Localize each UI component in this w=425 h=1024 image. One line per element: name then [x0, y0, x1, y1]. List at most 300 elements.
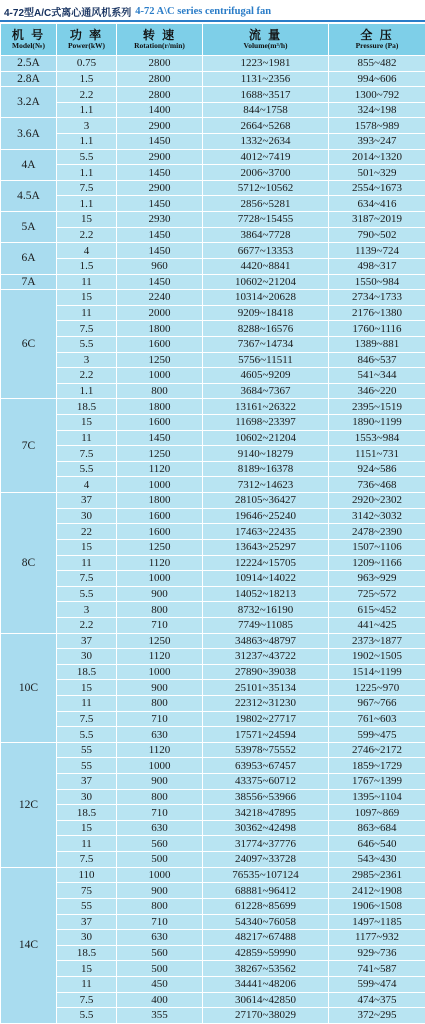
power-cell: 5.5 [57, 461, 117, 477]
table-row [1, 508, 425, 524]
table-row [1, 742, 425, 758]
rotation-cell: 2900 [117, 180, 203, 196]
power-cell: 30 [57, 930, 117, 946]
pressure-cell: 2478~2390 [329, 524, 425, 540]
power-cell: 55 [57, 898, 117, 914]
pressure-cell: 929~736 [329, 945, 425, 961]
table-row [1, 71, 425, 87]
rotation-cell: 1000 [117, 758, 203, 774]
volume-cell: 8732~16190 [203, 602, 329, 618]
power-cell: 1.5 [57, 71, 117, 87]
power-cell: 18.5 [57, 664, 117, 680]
pressure-cell: 736~468 [329, 477, 425, 493]
table-row [1, 118, 425, 134]
power-cell: 7.5 [57, 446, 117, 462]
table-row [1, 820, 425, 836]
volume-cell: 48217~67488 [203, 930, 329, 946]
power-cell: 37 [57, 914, 117, 930]
rotation-cell: 630 [117, 820, 203, 836]
volume-cell: 4605~9209 [203, 368, 329, 384]
rotation-cell: 2800 [117, 87, 203, 103]
rotation-cell: 1600 [117, 336, 203, 352]
pressure-cell: 1177~932 [329, 930, 425, 946]
rotation-cell: 900 [117, 680, 203, 696]
pressure-cell: 1760~1116 [329, 321, 425, 337]
volume-cell: 1688~3517 [203, 87, 329, 103]
volume-cell: 9209~18418 [203, 305, 329, 321]
rotation-cell: 560 [117, 836, 203, 852]
power-cell: 18.5 [57, 399, 117, 415]
volume-cell: 63953~67457 [203, 758, 329, 774]
table-row [1, 602, 425, 618]
rotation-cell: 960 [117, 258, 203, 274]
rotation-cell: 1600 [117, 524, 203, 540]
volume-cell: 5756~11511 [203, 352, 329, 368]
table-row [1, 461, 425, 477]
header-model: 机 号 Model(№) [1, 24, 57, 56]
power-cell: 15 [57, 290, 117, 306]
volume-cell: 3864~7728 [203, 227, 329, 243]
volume-cell: 13643~25297 [203, 539, 329, 555]
rotation-cell: 2240 [117, 290, 203, 306]
pressure-cell: 1225~970 [329, 680, 425, 696]
pressure-cell: 2176~1380 [329, 305, 425, 321]
table-row [1, 352, 425, 368]
pressure-cell: 541~344 [329, 368, 425, 384]
power-cell: 30 [57, 508, 117, 524]
pressure-cell: 2412~1908 [329, 883, 425, 899]
table-row [1, 914, 425, 930]
pressure-cell: 963~929 [329, 571, 425, 587]
table-row [1, 695, 425, 711]
table-row [1, 321, 425, 337]
power-cell: 22 [57, 524, 117, 540]
volume-cell: 1223~1981 [203, 56, 329, 72]
table-row [1, 477, 425, 493]
volume-cell: 844~1758 [203, 102, 329, 118]
pressure-cell: 967~766 [329, 695, 425, 711]
pressure-cell: 1902~1505 [329, 649, 425, 665]
table-row [1, 196, 425, 212]
pressure-cell: 646~540 [329, 836, 425, 852]
pressure-cell: 599~474 [329, 976, 425, 992]
model-cell: 10C [1, 633, 57, 742]
table-row [1, 336, 425, 352]
model-cell: 7A [1, 274, 57, 290]
model-cell: 6A [1, 243, 57, 274]
rotation-cell: 1120 [117, 461, 203, 477]
table-row [1, 571, 425, 587]
power-cell: 18.5 [57, 805, 117, 821]
fan-spec-table [0, 23, 425, 1024]
model-cell: 8C [1, 493, 57, 633]
table-row [1, 617, 425, 633]
power-cell: 5.5 [57, 149, 117, 165]
table-row [1, 227, 425, 243]
rotation-cell: 1450 [117, 196, 203, 212]
volume-cell: 54340~76058 [203, 914, 329, 930]
table-row [1, 243, 425, 259]
model-cell: 2.8A [1, 71, 57, 87]
pressure-cell: 2373~1877 [329, 633, 425, 649]
power-cell: 15 [57, 415, 117, 431]
table-row [1, 134, 425, 150]
power-cell: 1.1 [57, 196, 117, 212]
pressure-cell: 2985~2361 [329, 867, 425, 883]
pressure-cell: 1139~724 [329, 243, 425, 259]
table-row [1, 883, 425, 899]
volume-cell: 2006~3700 [203, 165, 329, 181]
table-row [1, 383, 425, 399]
rotation-cell: 1120 [117, 555, 203, 571]
power-cell: 30 [57, 789, 117, 805]
volume-cell: 5712~10562 [203, 180, 329, 196]
volume-cell: 4012~7419 [203, 149, 329, 165]
volume-cell: 2856~5281 [203, 196, 329, 212]
volume-cell: 31237~43722 [203, 649, 329, 665]
table-row [1, 867, 425, 883]
model-cell: 6C [1, 290, 57, 399]
pressure-cell: 1514~1199 [329, 664, 425, 680]
model-cell: 4.5A [1, 180, 57, 211]
rotation-cell: 1450 [117, 430, 203, 446]
volume-cell: 38556~53966 [203, 789, 329, 805]
power-cell: 11 [57, 274, 117, 290]
pressure-cell: 2920~2302 [329, 493, 425, 509]
volume-cell: 19802~27717 [203, 711, 329, 727]
pressure-cell: 543~430 [329, 852, 425, 868]
header-pressure: 全 压 Pressure (Pa) [329, 24, 425, 56]
power-cell: 3 [57, 602, 117, 618]
volume-cell: 1131~2356 [203, 71, 329, 87]
power-cell: 7.5 [57, 180, 117, 196]
pressure-cell: 725~572 [329, 586, 425, 602]
pressure-cell: 1300~792 [329, 87, 425, 103]
table-row [1, 430, 425, 446]
table-row [1, 290, 425, 306]
table-row [1, 664, 425, 680]
model-cell: 3.2A [1, 87, 57, 118]
model-cell: 5A [1, 212, 57, 243]
table-row [1, 180, 425, 196]
power-cell: 15 [57, 961, 117, 977]
power-cell: 11 [57, 305, 117, 321]
table-row [1, 305, 425, 321]
table-row [1, 992, 425, 1008]
table-header [1, 24, 425, 56]
table-row [1, 649, 425, 665]
table-row [1, 727, 425, 743]
volume-cell: 7312~14623 [203, 477, 329, 493]
model-cell: 3.6A [1, 118, 57, 149]
pressure-cell: 1507~1106 [329, 539, 425, 555]
pressure-cell: 2395~1519 [329, 399, 425, 415]
volume-cell: 34218~47895 [203, 805, 329, 821]
pressure-cell: 324~198 [329, 102, 425, 118]
pressure-cell: 790~502 [329, 227, 425, 243]
pressure-cell: 3142~3032 [329, 508, 425, 524]
title-chinese: 4-72型A/C式离心通风机系列 [4, 4, 131, 19]
pressure-cell: 615~452 [329, 602, 425, 618]
rotation-cell: 630 [117, 727, 203, 743]
power-cell: 55 [57, 742, 117, 758]
model-cell: 14C [1, 867, 57, 1023]
volume-cell: 10314~20628 [203, 290, 329, 306]
volume-cell: 17571~24594 [203, 727, 329, 743]
volume-cell: 25101~35134 [203, 680, 329, 696]
pressure-cell: 1097~869 [329, 805, 425, 821]
table-row [1, 555, 425, 571]
rotation-cell: 2930 [117, 212, 203, 228]
rotation-cell: 1120 [117, 649, 203, 665]
rotation-cell: 1400 [117, 102, 203, 118]
volume-cell: 53978~75552 [203, 742, 329, 758]
pressure-cell: 1553~984 [329, 430, 425, 446]
pressure-cell: 863~684 [329, 820, 425, 836]
volume-cell: 8189~16378 [203, 461, 329, 477]
rotation-cell: 1450 [117, 165, 203, 181]
rotation-cell: 800 [117, 602, 203, 618]
pressure-cell: 846~537 [329, 352, 425, 368]
rotation-cell: 1250 [117, 446, 203, 462]
rotation-cell: 800 [117, 789, 203, 805]
table-row [1, 212, 425, 228]
rotation-cell: 1450 [117, 243, 203, 259]
rotation-cell: 450 [117, 976, 203, 992]
pressure-cell: 372~295 [329, 1008, 425, 1024]
volume-cell: 34441~48206 [203, 976, 329, 992]
volume-cell: 3684~7367 [203, 383, 329, 399]
power-cell: 2.2 [57, 87, 117, 103]
table-row [1, 711, 425, 727]
rotation-cell: 1450 [117, 134, 203, 150]
volume-cell: 13161~26322 [203, 399, 329, 415]
power-cell: 11 [57, 695, 117, 711]
power-cell: 11 [57, 836, 117, 852]
volume-cell: 6677~13353 [203, 243, 329, 259]
power-cell: 1.5 [57, 258, 117, 274]
power-cell: 37 [57, 774, 117, 790]
table-row [1, 102, 425, 118]
volume-cell: 10914~14022 [203, 571, 329, 587]
power-cell: 1.1 [57, 134, 117, 150]
table-row [1, 87, 425, 103]
rotation-cell: 1800 [117, 321, 203, 337]
header-rotation: 转 速 Rotation(r/min) [117, 24, 203, 56]
model-cell: 7C [1, 399, 57, 493]
volume-cell: 7749~11085 [203, 617, 329, 633]
volume-cell: 30362~42498 [203, 820, 329, 836]
power-cell: 5.5 [57, 336, 117, 352]
power-cell: 1.1 [57, 383, 117, 399]
rotation-cell: 2800 [117, 56, 203, 72]
power-cell: 5.5 [57, 1008, 117, 1024]
rotation-cell: 1000 [117, 477, 203, 493]
pressure-cell: 3187~2019 [329, 212, 425, 228]
rotation-cell: 900 [117, 774, 203, 790]
volume-cell: 1332~2634 [203, 134, 329, 150]
power-cell: 15 [57, 539, 117, 555]
volume-cell: 27170~38029 [203, 1008, 329, 1024]
pressure-cell: 634~416 [329, 196, 425, 212]
rotation-cell: 1250 [117, 352, 203, 368]
power-cell: 1.1 [57, 102, 117, 118]
pressure-cell: 1767~1399 [329, 774, 425, 790]
pressure-cell: 1151~731 [329, 446, 425, 462]
table-row [1, 945, 425, 961]
table-row [1, 274, 425, 290]
table-row [1, 961, 425, 977]
power-cell: 5.5 [57, 727, 117, 743]
table-row [1, 524, 425, 540]
rotation-cell: 710 [117, 617, 203, 633]
power-cell: 2.2 [57, 227, 117, 243]
table-row [1, 852, 425, 868]
table-row [1, 774, 425, 790]
power-cell: 18.5 [57, 945, 117, 961]
power-cell: 7.5 [57, 852, 117, 868]
power-cell: 11 [57, 430, 117, 446]
volume-cell: 43375~60712 [203, 774, 329, 790]
table-row [1, 1008, 425, 1024]
rotation-cell: 355 [117, 1008, 203, 1024]
model-cell: 4A [1, 149, 57, 180]
pressure-cell: 1550~984 [329, 274, 425, 290]
pressure-cell: 1395~1104 [329, 789, 425, 805]
pressure-cell: 1578~989 [329, 118, 425, 134]
volume-cell: 19646~25240 [203, 508, 329, 524]
volume-cell: 28105~36427 [203, 493, 329, 509]
volume-cell: 27890~39038 [203, 664, 329, 680]
pressure-cell: 741~587 [329, 961, 425, 977]
volume-cell: 7728~15455 [203, 212, 329, 228]
title-underline [0, 20, 425, 22]
power-cell: 7.5 [57, 992, 117, 1008]
table-row [1, 149, 425, 165]
rotation-cell: 1000 [117, 368, 203, 384]
volume-cell: 34863~48797 [203, 633, 329, 649]
power-cell: 4 [57, 477, 117, 493]
page-title [0, 0, 425, 22]
rotation-cell: 1600 [117, 415, 203, 431]
pressure-cell: 2734~1733 [329, 290, 425, 306]
power-cell: 37 [57, 493, 117, 509]
power-cell: 3 [57, 118, 117, 134]
power-cell: 37 [57, 633, 117, 649]
volume-cell: 68881~96412 [203, 883, 329, 899]
rotation-cell: 2000 [117, 305, 203, 321]
rotation-cell: 1600 [117, 508, 203, 524]
pressure-cell: 1209~1166 [329, 555, 425, 571]
rotation-cell: 500 [117, 852, 203, 868]
power-cell: 1.1 [57, 165, 117, 181]
header-power: 功 率 Power(kW) [57, 24, 117, 56]
volume-cell: 2664~5268 [203, 118, 329, 134]
volume-cell: 11698~23397 [203, 415, 329, 431]
pressure-cell: 501~329 [329, 165, 425, 181]
power-cell: 11 [57, 555, 117, 571]
volume-cell: 12224~15705 [203, 555, 329, 571]
table-row [1, 805, 425, 821]
rotation-cell: 630 [117, 930, 203, 946]
rotation-cell: 1000 [117, 571, 203, 587]
table-row [1, 680, 425, 696]
table-row [1, 165, 425, 181]
volume-cell: 14052~18213 [203, 586, 329, 602]
table-row [1, 493, 425, 509]
rotation-cell: 1250 [117, 633, 203, 649]
rotation-cell: 1000 [117, 867, 203, 883]
pressure-cell: 441~425 [329, 617, 425, 633]
pressure-cell: 498~317 [329, 258, 425, 274]
table-row [1, 539, 425, 555]
table-row [1, 898, 425, 914]
power-cell: 55 [57, 758, 117, 774]
table-row [1, 368, 425, 384]
table-row [1, 758, 425, 774]
power-cell: 4 [57, 243, 117, 259]
pressure-cell: 1497~1185 [329, 914, 425, 930]
power-cell: 3 [57, 352, 117, 368]
pressure-cell: 599~475 [329, 727, 425, 743]
rotation-cell: 1250 [117, 539, 203, 555]
pressure-cell: 761~603 [329, 711, 425, 727]
pressure-cell: 1859~1729 [329, 758, 425, 774]
rotation-cell: 800 [117, 898, 203, 914]
rotation-cell: 1800 [117, 493, 203, 509]
power-cell: 7.5 [57, 571, 117, 587]
power-cell: 110 [57, 867, 117, 883]
table-row [1, 446, 425, 462]
volume-cell: 22312~31230 [203, 695, 329, 711]
power-cell: 7.5 [57, 711, 117, 727]
rotation-cell: 1800 [117, 399, 203, 415]
table-row [1, 836, 425, 852]
pressure-cell: 1890~1199 [329, 415, 425, 431]
table-row [1, 789, 425, 805]
rotation-cell: 1120 [117, 742, 203, 758]
volume-cell: 24097~33728 [203, 852, 329, 868]
volume-cell: 9140~18279 [203, 446, 329, 462]
volume-cell: 10602~21204 [203, 274, 329, 290]
pressure-cell: 924~586 [329, 461, 425, 477]
rotation-cell: 710 [117, 711, 203, 727]
power-cell: 7.5 [57, 321, 117, 337]
volume-cell: 42859~59990 [203, 945, 329, 961]
pressure-cell: 855~482 [329, 56, 425, 72]
rotation-cell: 900 [117, 586, 203, 602]
table-row [1, 586, 425, 602]
table-row [1, 930, 425, 946]
rotation-cell: 2800 [117, 71, 203, 87]
model-cell: 2.5A [1, 56, 57, 72]
rotation-cell: 560 [117, 945, 203, 961]
pressure-cell: 346~220 [329, 383, 425, 399]
power-cell: 0.75 [57, 56, 117, 72]
table-row [1, 56, 425, 72]
rotation-cell: 710 [117, 805, 203, 821]
table-row [1, 976, 425, 992]
rotation-cell: 400 [117, 992, 203, 1008]
power-cell: 15 [57, 820, 117, 836]
power-cell: 15 [57, 212, 117, 228]
pressure-cell: 474~375 [329, 992, 425, 1008]
volume-cell: 76535~107124 [203, 867, 329, 883]
volume-cell: 30614~42850 [203, 992, 329, 1008]
volume-cell: 7367~14734 [203, 336, 329, 352]
rotation-cell: 1450 [117, 227, 203, 243]
volume-cell: 31774~37776 [203, 836, 329, 852]
